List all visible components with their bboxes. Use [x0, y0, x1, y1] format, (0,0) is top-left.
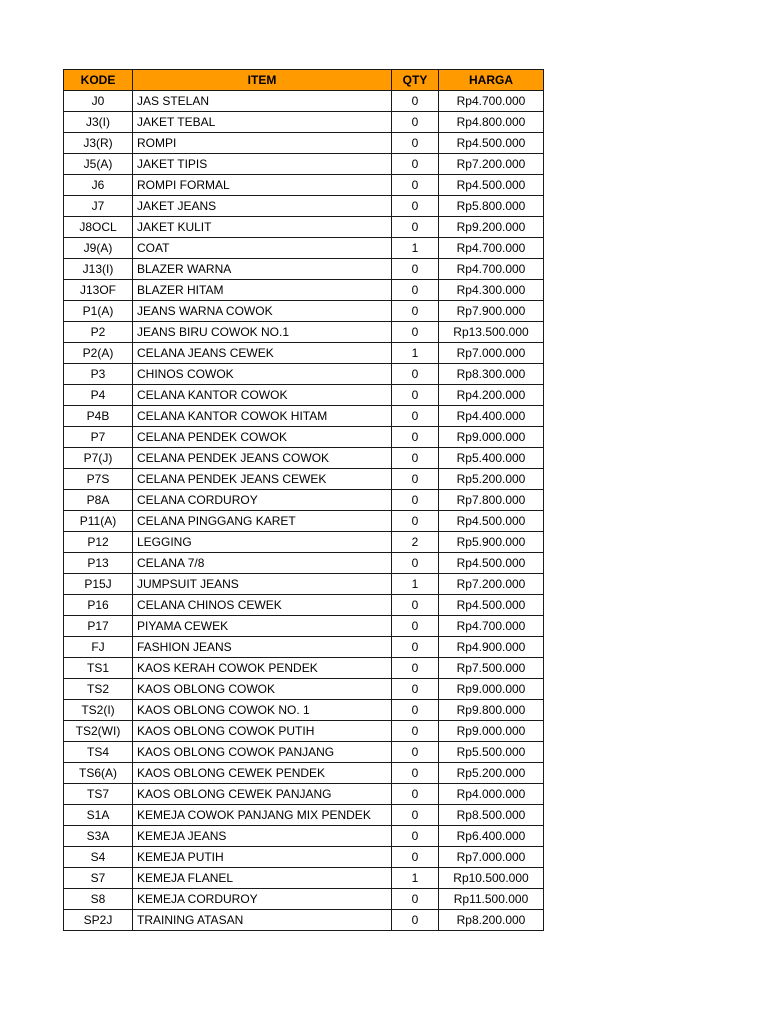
cell-item[interactable]: JEANS BIRU COWOK NO.1 — [133, 322, 392, 343]
cell-qty[interactable]: 0 — [392, 175, 439, 196]
cell-harga[interactable]: Rp9.000.000 — [439, 427, 544, 448]
cell-qty[interactable]: 0 — [392, 217, 439, 238]
cell-item[interactable]: CELANA KANTOR COWOK HITAM — [133, 406, 392, 427]
table-body — [64, 91, 544, 931]
cell-harga[interactable]: Rp4.700.000 — [439, 91, 544, 112]
cell-kode[interactable]: P16 — [64, 595, 133, 616]
cell-harga[interactable]: Rp7.800.000 — [439, 490, 544, 511]
cell-kode[interactable]: S7 — [64, 868, 133, 889]
cell-item[interactable]: JAKET JEANS — [133, 196, 392, 217]
cell-kode[interactable]: J3(R) — [64, 133, 133, 154]
cell-qty[interactable]: 0 — [392, 889, 439, 910]
cell-qty[interactable]: 0 — [392, 637, 439, 658]
header-harga[interactable]: HARGA — [439, 70, 544, 91]
table-row — [64, 259, 544, 280]
cell-kode[interactable]: P1(A) — [64, 301, 133, 322]
cell-item[interactable]: CELANA JEANS CEWEK — [133, 343, 392, 364]
table-row — [64, 490, 544, 511]
cell-harga[interactable]: Rp4.400.000 — [439, 406, 544, 427]
cell-kode[interactable]: J8OCL — [64, 217, 133, 238]
cell-harga[interactable]: Rp4.700.000 — [439, 616, 544, 637]
cell-qty[interactable]: 0 — [392, 259, 439, 280]
cell-kode[interactable]: P13 — [64, 553, 133, 574]
cell-kode[interactable]: P4B — [64, 406, 133, 427]
cell-harga[interactable]: Rp8.200.000 — [439, 910, 544, 931]
cell-harga[interactable]: Rp4.300.000 — [439, 280, 544, 301]
cell-qty[interactable]: 0 — [392, 490, 439, 511]
cell-harga[interactable]: Rp4.500.000 — [439, 175, 544, 196]
cell-item[interactable]: BLAZER WARNA — [133, 259, 392, 280]
cell-harga[interactable]: Rp9.000.000 — [439, 721, 544, 742]
table-row — [64, 805, 544, 826]
cell-kode[interactable]: P4 — [64, 385, 133, 406]
table-row — [64, 385, 544, 406]
table-row — [64, 637, 544, 658]
cell-harga[interactable]: Rp4.200.000 — [439, 385, 544, 406]
cell-qty[interactable]: 2 — [392, 532, 439, 553]
cell-harga[interactable]: Rp4.700.000 — [439, 259, 544, 280]
cell-item[interactable]: KEMEJA COWOK PANJANG MIX PENDEK — [133, 805, 392, 826]
cell-harga[interactable]: Rp10.500.000 — [439, 868, 544, 889]
cell-item[interactable]: CELANA PENDEK JEANS CEWEK — [133, 469, 392, 490]
cell-harga[interactable]: Rp7.000.000 — [439, 847, 544, 868]
cell-kode[interactable]: P2(A) — [64, 343, 133, 364]
table-row — [64, 133, 544, 154]
cell-harga[interactable]: Rp4.500.000 — [439, 553, 544, 574]
table-row — [64, 532, 544, 553]
header-kode[interactable]: KODE — [64, 70, 133, 91]
cell-qty[interactable]: 0 — [392, 427, 439, 448]
table-row — [64, 868, 544, 889]
cell-item[interactable]: JAKET TIPIS — [133, 154, 392, 175]
cell-kode[interactable]: S1A — [64, 805, 133, 826]
cell-harga[interactable]: Rp9.200.000 — [439, 217, 544, 238]
table-row — [64, 553, 544, 574]
cell-qty[interactable]: 0 — [392, 154, 439, 175]
cell-qty[interactable]: 0 — [392, 511, 439, 532]
cell-item[interactable]: PIYAMA CEWEK — [133, 616, 392, 637]
cell-kode[interactable]: P17 — [64, 616, 133, 637]
cell-harga[interactable]: Rp4.700.000 — [439, 238, 544, 259]
table-row — [64, 427, 544, 448]
cell-qty[interactable]: 0 — [392, 763, 439, 784]
cell-kode[interactable]: P3 — [64, 364, 133, 385]
table-row — [64, 343, 544, 364]
cell-item[interactable]: KAOS OBLONG COWOK NO. 1 — [133, 700, 392, 721]
cell-qty[interactable]: 1 — [392, 238, 439, 259]
cell-qty[interactable]: 0 — [392, 826, 439, 847]
cell-qty[interactable]: 1 — [392, 574, 439, 595]
cell-harga[interactable]: Rp4.500.000 — [439, 133, 544, 154]
cell-kode[interactable]: J9(A) — [64, 238, 133, 259]
cell-item[interactable]: BLAZER HITAM — [133, 280, 392, 301]
cell-qty[interactable]: 0 — [392, 301, 439, 322]
table-row — [64, 889, 544, 910]
cell-qty[interactable]: 0 — [392, 700, 439, 721]
cell-item[interactable]: JUMPSUIT JEANS — [133, 574, 392, 595]
cell-kode[interactable]: J3(I) — [64, 112, 133, 133]
table-row — [64, 469, 544, 490]
cell-harga[interactable]: Rp8.500.000 — [439, 805, 544, 826]
cell-item[interactable]: KAOS KERAH COWOK PENDEK — [133, 658, 392, 679]
header-item[interactable]: ITEM — [133, 70, 392, 91]
cell-harga[interactable]: Rp4.000.000 — [439, 784, 544, 805]
cell-qty[interactable]: 0 — [392, 595, 439, 616]
cell-kode[interactable]: J13OF — [64, 280, 133, 301]
cell-qty[interactable]: 0 — [392, 133, 439, 154]
cell-harga[interactable]: Rp7.000.000 — [439, 343, 544, 364]
cell-qty[interactable]: 1 — [392, 343, 439, 364]
cell-item[interactable]: JEANS WARNA COWOK — [133, 301, 392, 322]
cell-item[interactable]: KAOS OBLONG COWOK PANJANG — [133, 742, 392, 763]
table-row — [64, 763, 544, 784]
cell-harga[interactable]: Rp13.500.000 — [439, 322, 544, 343]
cell-kode[interactable]: TS2(WI) — [64, 721, 133, 742]
table-row — [64, 574, 544, 595]
cell-item[interactable]: JAKET TEBAL — [133, 112, 392, 133]
cell-qty[interactable]: 0 — [392, 784, 439, 805]
cell-qty[interactable]: 0 — [392, 847, 439, 868]
table-row — [64, 784, 544, 805]
cell-item[interactable]: CELANA PENDEK COWOK — [133, 427, 392, 448]
cell-qty[interactable]: 0 — [392, 469, 439, 490]
cell-item[interactable]: CELANA KANTOR COWOK — [133, 385, 392, 406]
inventory-table — [63, 69, 544, 931]
cell-kode[interactable]: P7(J) — [64, 448, 133, 469]
cell-harga[interactable]: Rp9.000.000 — [439, 679, 544, 700]
cell-kode[interactable]: P7 — [64, 427, 133, 448]
cell-qty[interactable]: 0 — [392, 742, 439, 763]
cell-item[interactable]: ROMPI — [133, 133, 392, 154]
cell-kode[interactable]: P8A — [64, 490, 133, 511]
cell-kode[interactable]: P7S — [64, 469, 133, 490]
cell-qty[interactable]: 0 — [392, 364, 439, 385]
cell-qty[interactable]: 0 — [392, 448, 439, 469]
table-row — [64, 700, 544, 721]
table-row — [64, 595, 544, 616]
cell-qty[interactable]: 1 — [392, 868, 439, 889]
table-row — [64, 196, 544, 217]
cell-harga[interactable]: Rp9.800.000 — [439, 700, 544, 721]
cell-harga[interactable]: Rp4.900.000 — [439, 637, 544, 658]
cell-qty[interactable]: 0 — [392, 910, 439, 931]
table-row — [64, 616, 544, 637]
cell-qty[interactable]: 0 — [392, 721, 439, 742]
cell-kode[interactable]: P15J — [64, 574, 133, 595]
table-row — [64, 448, 544, 469]
cell-qty[interactable]: 0 — [392, 616, 439, 637]
cell-qty[interactable]: 0 — [392, 553, 439, 574]
cell-kode[interactable]: FJ — [64, 637, 133, 658]
cell-item[interactable]: CELANA PENDEK JEANS COWOK — [133, 448, 392, 469]
cell-harga[interactable]: Rp5.200.000 — [439, 469, 544, 490]
cell-harga[interactable]: Rp7.500.000 — [439, 658, 544, 679]
cell-harga[interactable]: Rp11.500.000 — [439, 889, 544, 910]
cell-harga[interactable]: Rp5.900.000 — [439, 532, 544, 553]
cell-kode[interactable]: TS6(A) — [64, 763, 133, 784]
cell-kode[interactable]: SP2J — [64, 910, 133, 931]
table-row — [64, 679, 544, 700]
cell-harga[interactable]: Rp6.400.000 — [439, 826, 544, 847]
cell-kode[interactable]: P2 — [64, 322, 133, 343]
cell-kode[interactable]: J5(A) — [64, 154, 133, 175]
cell-harga[interactable]: Rp8.300.000 — [439, 364, 544, 385]
cell-kode[interactable]: J7 — [64, 196, 133, 217]
cell-item[interactable]: ROMPI FORMAL — [133, 175, 392, 196]
cell-kode[interactable]: J6 — [64, 175, 133, 196]
cell-qty[interactable]: 0 — [392, 196, 439, 217]
cell-harga[interactable]: Rp4.800.000 — [439, 112, 544, 133]
cell-qty[interactable]: 0 — [392, 112, 439, 133]
cell-item[interactable]: FASHION JEANS — [133, 637, 392, 658]
cell-item[interactable]: KAOS OBLONG CEWEK PENDEK — [133, 763, 392, 784]
cell-kode[interactable]: P12 — [64, 532, 133, 553]
cell-kode[interactable]: TS7 — [64, 784, 133, 805]
cell-item[interactable]: JAKET KULIT — [133, 217, 392, 238]
cell-harga[interactable]: Rp4.500.000 — [439, 511, 544, 532]
cell-item[interactable]: COAT — [133, 238, 392, 259]
table-row — [64, 364, 544, 385]
cell-qty[interactable]: 0 — [392, 385, 439, 406]
table-row — [64, 238, 544, 259]
cell-harga[interactable]: Rp5.200.000 — [439, 763, 544, 784]
cell-item[interactable]: CELANA 7/8 — [133, 553, 392, 574]
cell-harga[interactable]: Rp5.500.000 — [439, 742, 544, 763]
cell-item[interactable]: KAOS OBLONG CEWEK PANJANG — [133, 784, 392, 805]
table-row — [64, 301, 544, 322]
table-row — [64, 91, 544, 112]
table-row — [64, 406, 544, 427]
cell-item[interactable]: JAS STELAN — [133, 91, 392, 112]
cell-item[interactable]: KEMEJA FLANEL — [133, 868, 392, 889]
table-row — [64, 280, 544, 301]
cell-qty[interactable]: 0 — [392, 91, 439, 112]
cell-kode[interactable]: TS2 — [64, 679, 133, 700]
cell-harga[interactable]: Rp4.500.000 — [439, 595, 544, 616]
cell-item[interactable]: KEMEJA JEANS — [133, 826, 392, 847]
cell-qty[interactable]: 0 — [392, 658, 439, 679]
table-row — [64, 322, 544, 343]
cell-kode[interactable]: S3A — [64, 826, 133, 847]
cell-item[interactable]: LEGGING — [133, 532, 392, 553]
cell-kode[interactable]: S4 — [64, 847, 133, 868]
table-row — [64, 742, 544, 763]
table-row — [64, 217, 544, 238]
cell-qty[interactable]: 0 — [392, 322, 439, 343]
header-qty[interactable]: QTY — [392, 70, 439, 91]
cell-qty[interactable]: 0 — [392, 679, 439, 700]
table-row — [64, 112, 544, 133]
cell-item[interactable]: CELANA PINGGANG KARET — [133, 511, 392, 532]
table-row — [64, 721, 544, 742]
cell-kode[interactable]: TS4 — [64, 742, 133, 763]
cell-qty[interactable]: 0 — [392, 406, 439, 427]
cell-harga[interactable]: Rp7.900.000 — [439, 301, 544, 322]
cell-harga[interactable]: Rp7.200.000 — [439, 574, 544, 595]
table-row — [64, 511, 544, 532]
table-row — [64, 175, 544, 196]
cell-item[interactable]: CHINOS COWOK — [133, 364, 392, 385]
cell-harga[interactable]: Rp5.800.000 — [439, 196, 544, 217]
cell-kode[interactable]: TS1 — [64, 658, 133, 679]
cell-kode[interactable]: P11(A) — [64, 511, 133, 532]
cell-item[interactable]: KAOS OBLONG COWOK PUTIH — [133, 721, 392, 742]
table-row — [64, 847, 544, 868]
cell-item[interactable]: TRAINING ATASAN — [133, 910, 392, 931]
cell-qty[interactable]: 0 — [392, 280, 439, 301]
cell-item[interactable]: CELANA CHINOS CEWEK — [133, 595, 392, 616]
cell-kode[interactable]: J0 — [64, 91, 133, 112]
table-row — [64, 910, 544, 931]
header-row — [64, 70, 544, 91]
cell-kode[interactable]: J13(I) — [64, 259, 133, 280]
table-row — [64, 154, 544, 175]
cell-qty[interactable]: 0 — [392, 805, 439, 826]
table-row — [64, 826, 544, 847]
cell-item[interactable]: KEMEJA CORDUROY — [133, 889, 392, 910]
table-row — [64, 658, 544, 679]
cell-item[interactable]: KEMEJA PUTIH — [133, 847, 392, 868]
cell-item[interactable]: KAOS OBLONG COWOK — [133, 679, 392, 700]
cell-harga[interactable]: Rp5.400.000 — [439, 448, 544, 469]
cell-item[interactable]: CELANA CORDUROY — [133, 490, 392, 511]
cell-harga[interactable]: Rp7.200.000 — [439, 154, 544, 175]
cell-kode[interactable]: TS2(I) — [64, 700, 133, 721]
cell-kode[interactable]: S8 — [64, 889, 133, 910]
